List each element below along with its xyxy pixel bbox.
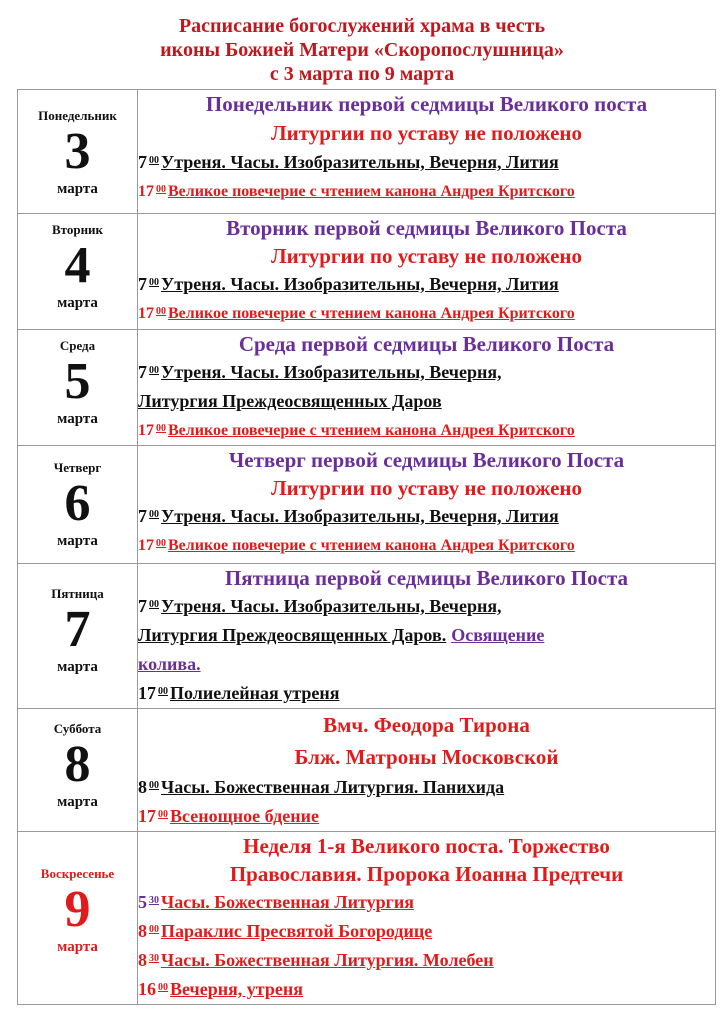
event-minute: 00 <box>149 780 159 791</box>
event-text: Великое повечерие с чтением канона Андрея Критского <box>168 422 575 439</box>
event-text: Литургия Преждеосвященных Даров <box>138 391 442 411</box>
event-hour: 17 <box>138 537 154 554</box>
event-minute: 00 <box>158 982 168 993</box>
month: марта <box>57 181 98 197</box>
day-number: 3 <box>64 123 91 180</box>
event-text: Утреня. Часы. Изобразительны, Вечерня, <box>161 362 502 382</box>
event-minute: 00 <box>149 924 159 935</box>
event-item <box>138 177 715 206</box>
day-title: Неделя 1-я Великого поста. Торжество <box>243 834 610 858</box>
event-item <box>138 358 715 387</box>
event-item <box>138 621 715 650</box>
event-text: колива. <box>138 654 201 674</box>
month: марта <box>57 659 98 675</box>
day-title: Вторник первой седмицы Великого Поста <box>226 216 627 240</box>
day-title: Среда первой седмицы Великого Поста <box>238 332 615 356</box>
events-cell <box>138 330 716 446</box>
day-number: 4 <box>64 237 91 294</box>
day-cell <box>18 564 138 709</box>
event-text: Вечерня, утреня <box>170 979 303 999</box>
event-minute: 00 <box>149 599 159 610</box>
event-minute: 00 <box>149 155 159 166</box>
event-text: Часы. Божественная Литургия. Молебен <box>161 950 494 970</box>
event-minute: 00 <box>156 306 166 317</box>
day-row <box>18 446 716 564</box>
day-row <box>18 564 716 709</box>
event-text: Великое повечерие с чтением канона Андрея Критского <box>168 305 575 322</box>
event-text: Утреня. Часы. Изобразительны, Вечерня, Лития <box>161 274 559 294</box>
weekday: Четверг <box>53 460 102 475</box>
day-cell <box>18 446 138 564</box>
event-hour: 16 <box>138 979 156 999</box>
event-hour: 5 <box>138 892 147 912</box>
event-text: Утреня. Часы. Изобразительны, Вечерня, Лития <box>161 152 559 172</box>
events-cell <box>138 214 716 330</box>
day-number: 6 <box>64 475 91 532</box>
event-hour: 7 <box>138 596 147 616</box>
event-minute: 00 <box>149 509 159 520</box>
events-cell <box>138 832 716 1005</box>
event-item <box>138 650 715 679</box>
event-item <box>138 592 715 621</box>
event-hour: 7 <box>138 152 147 172</box>
event-item <box>138 531 715 560</box>
event-item <box>138 773 715 802</box>
event-text: Великое повечерие с чтением канона Андрея Критского <box>168 537 575 554</box>
event-minute: 00 <box>156 184 166 195</box>
event-extra: Освящение <box>451 625 545 645</box>
day-cell <box>18 330 138 446</box>
event-text: Всенощное бдение <box>170 806 320 826</box>
day-number: 7 <box>64 601 91 658</box>
day-title: Пятница первой седмицы Великого Поста <box>224 566 629 590</box>
event-text: Полиелейная утреня <box>170 683 340 703</box>
event-minute: 00 <box>149 365 159 376</box>
event-item <box>138 917 715 946</box>
event-text: Параклис Пресвятой Богородице <box>161 921 433 941</box>
event-text: Часы. Божественная Литургия <box>161 892 414 912</box>
day-number: 9 <box>64 881 91 938</box>
event-text: Утреня. Часы. Изобразительны, Вечерня, <box>161 596 502 616</box>
event-item <box>138 888 715 917</box>
event-text: Утреня. Часы. Изобразительны, Вечерня, Лития <box>161 506 559 526</box>
day-note: Литургии по уставу не положено <box>270 476 583 500</box>
day-number: 8 <box>64 736 91 793</box>
month: марта <box>57 794 98 810</box>
event-item <box>138 148 715 177</box>
weekday: Суббота <box>53 721 102 736</box>
event-hour: 17 <box>138 422 154 439</box>
day-row <box>18 214 716 330</box>
event-item <box>138 502 715 531</box>
event-item <box>138 975 715 1004</box>
event-item <box>138 946 715 975</box>
day-note: Литургии по уставу не положено <box>270 121 583 145</box>
weekday: Пятница <box>51 586 104 601</box>
day-row <box>18 90 716 214</box>
event-hour: 8 <box>138 921 147 941</box>
event-item <box>138 299 715 328</box>
event-minute: 00 <box>156 538 166 549</box>
events-cell <box>138 564 716 709</box>
event-hour: 7 <box>138 362 147 382</box>
event-minute: 30 <box>149 895 159 906</box>
schedule-table <box>17 89 716 1005</box>
event-text: Часы. Божественная Литургия. Панихида <box>161 777 505 797</box>
event-hour: 17 <box>138 305 154 322</box>
month: марта <box>57 295 98 311</box>
month: марта <box>57 533 98 549</box>
schedule-header <box>0 14 724 86</box>
event-hour: 8 <box>138 777 147 797</box>
events-cell <box>138 446 716 564</box>
header-line-2: иконы Божией Матери «Скоропослушница» <box>160 39 564 61</box>
month: марта <box>57 411 98 427</box>
event-hour: 17 <box>138 683 156 703</box>
day-cell <box>18 832 138 1005</box>
event-text: Великое повечерие с чтением канона Андрея Критского <box>168 183 575 200</box>
events-cell <box>138 709 716 832</box>
event-hour: 17 <box>138 183 154 200</box>
day-cell <box>18 214 138 330</box>
event-item <box>138 416 715 445</box>
event-minute: 00 <box>149 277 159 288</box>
event-minute: 30 <box>149 953 159 964</box>
event-text: Литургия Преждеосвященных Даров. <box>138 625 447 645</box>
event-minute: 00 <box>158 686 168 697</box>
weekday: Среда <box>59 338 96 353</box>
event-item <box>138 387 715 416</box>
day-note: Литургии по уставу не положено <box>270 244 583 268</box>
weekday: Воскресенье <box>40 866 115 881</box>
event-hour: 8 <box>138 950 147 970</box>
event-hour: 7 <box>138 274 147 294</box>
day-number: 5 <box>64 353 91 410</box>
event-item <box>138 270 715 299</box>
header-line-1: Расписание богослужений храма в честь <box>178 15 546 37</box>
weekday: Вторник <box>51 222 104 237</box>
day-row <box>18 709 716 832</box>
event-minute: 00 <box>158 809 168 820</box>
events-cell <box>138 90 716 214</box>
day-cell <box>18 709 138 832</box>
event-item <box>138 679 715 708</box>
event-hour: 17 <box>138 806 156 826</box>
event-minute: 00 <box>156 423 166 434</box>
day-title: Четверг первой седмицы Великого Поста <box>228 448 625 472</box>
day-title: Православия. Пророка Иоанна Предтечи <box>229 862 624 886</box>
day-row <box>18 330 716 446</box>
event-item <box>138 802 715 831</box>
event-hour: 7 <box>138 506 147 526</box>
month: марта <box>57 939 98 955</box>
day-title: Блж. Матроны Московской <box>294 745 559 769</box>
day-title: Понедельник первой седмицы Великого поста <box>205 92 648 116</box>
weekday: Понедельник <box>38 108 117 123</box>
day-title: Вмч. Феодора Тирона <box>323 713 530 737</box>
day-row <box>18 832 716 1005</box>
day-cell <box>18 90 138 214</box>
header-line-3: с 3 марта по 9 марта <box>269 63 455 85</box>
